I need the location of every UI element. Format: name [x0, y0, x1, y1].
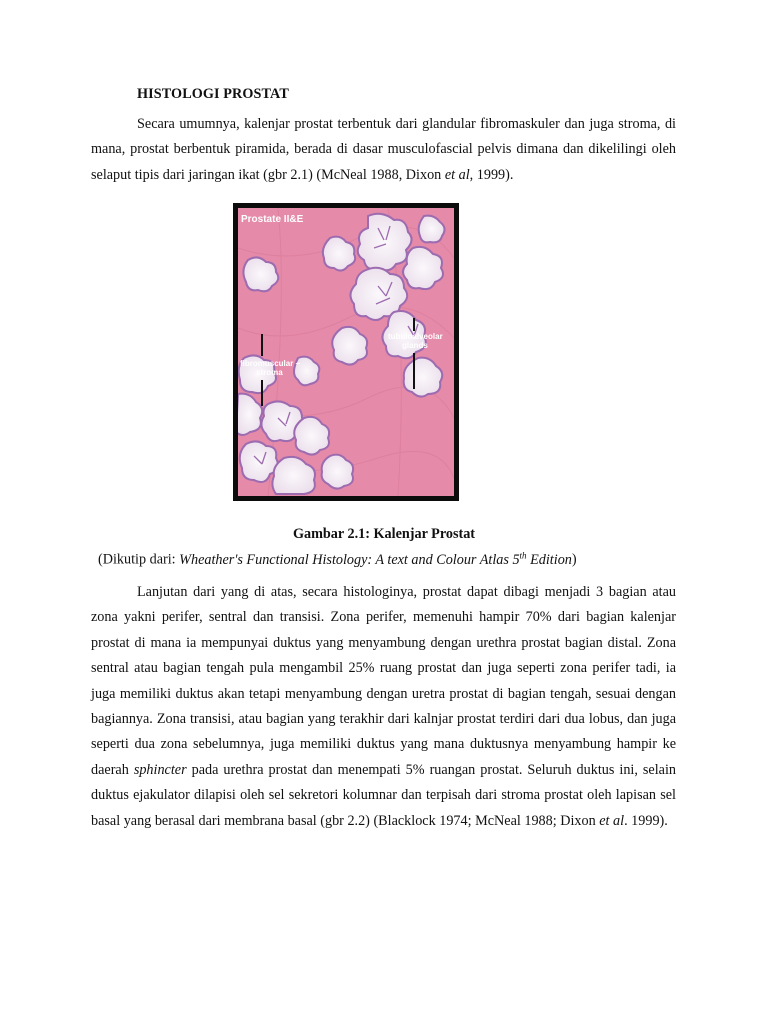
image-title-label: Prostate II&E	[241, 214, 304, 225]
source-sup: th	[519, 550, 527, 560]
histology-figure	[233, 203, 459, 501]
para1-end: , 1999).	[469, 166, 514, 183]
para2-part2: pada urethra prostat dan menempati 5% ruangan prostat. Seluruh duktus ini, selain duktus ejakulator dilapisi oleh sel sekretori kolumnar dan terpisah dari stroma prostat oleh lapisan sel basal yang berasal dari membrana basal (gbr 2.2) (Blacklock 1974; McNeal 1988; Dixon	[91, 761, 676, 829]
para2-italic1: sphincter	[133, 761, 187, 778]
figure-source	[98, 550, 577, 569]
source-title-end: Edition	[526, 551, 572, 568]
prostate-micrograph	[238, 208, 454, 496]
stroma-label-line1: fibromuscular –	[240, 359, 301, 368]
para2-italic2: et al	[599, 812, 625, 829]
para2-part1: Lanjutan dari yang di atas, secara histologinya, prostat dapat dibagi menjadi 3 bagian atau zona yakni perifer, sentral dan transisi. Zona perifer, memenuhi hampir 70% dari bagian kalenjar prostat di mana ia mempunyai duktus yang menyambung dengan urethra prostat bagian distal. Zona sentral atau bagian tengah pula mengambil 25% ruang prostat dan juga seperti zona perifer tadi, ia juga memiliki duktus akan tetapi menyambung dengan uretra prostat di bagian tengah, sesuai dengan bagiannya. Zona transisi, atau bagian yang terakhir dari kalnjar prostat terdiri dari dua lobus, dan juga seperti dua zona sebelumnya, juga memiliki duktus yang mana duktusnya menyambung hampir ke daerah	[91, 584, 676, 778]
glands-label-line1: tubuloalveolar	[388, 332, 443, 341]
para2-part3: . 1999).	[624, 812, 668, 829]
source-title	[179, 552, 572, 568]
source-title-text: Wheather's Functional Histology: A text and Colour Atlas 5	[179, 551, 520, 568]
zones-paragraph	[91, 580, 676, 834]
para1-italic: et al	[444, 166, 470, 183]
section-heading: HISTOLOGI PROSTAT	[137, 86, 289, 102]
source-prefix: (Dikutip dari:	[98, 551, 180, 568]
intro-paragraph	[91, 112, 676, 188]
glands-label-line2: glands	[402, 341, 428, 350]
source-suffix: )	[571, 551, 577, 568]
stroma-label-line2: stroma	[256, 368, 283, 377]
figure-caption: Gambar 2.1: Kalenjar Prostat	[292, 526, 476, 542]
para1-text: Secara umumnya, kalenjar prostat terbentuk dari glandular fibromaskuler dan juga stroma, di mana, prostat berbentuk piramida, berada di dasar musculofascial pelvis dimana dan dikelilingi oleh selaput tipis dari jaringan ikat (gbr 2.1) (McNeal 1988, Dixon	[91, 116, 676, 183]
